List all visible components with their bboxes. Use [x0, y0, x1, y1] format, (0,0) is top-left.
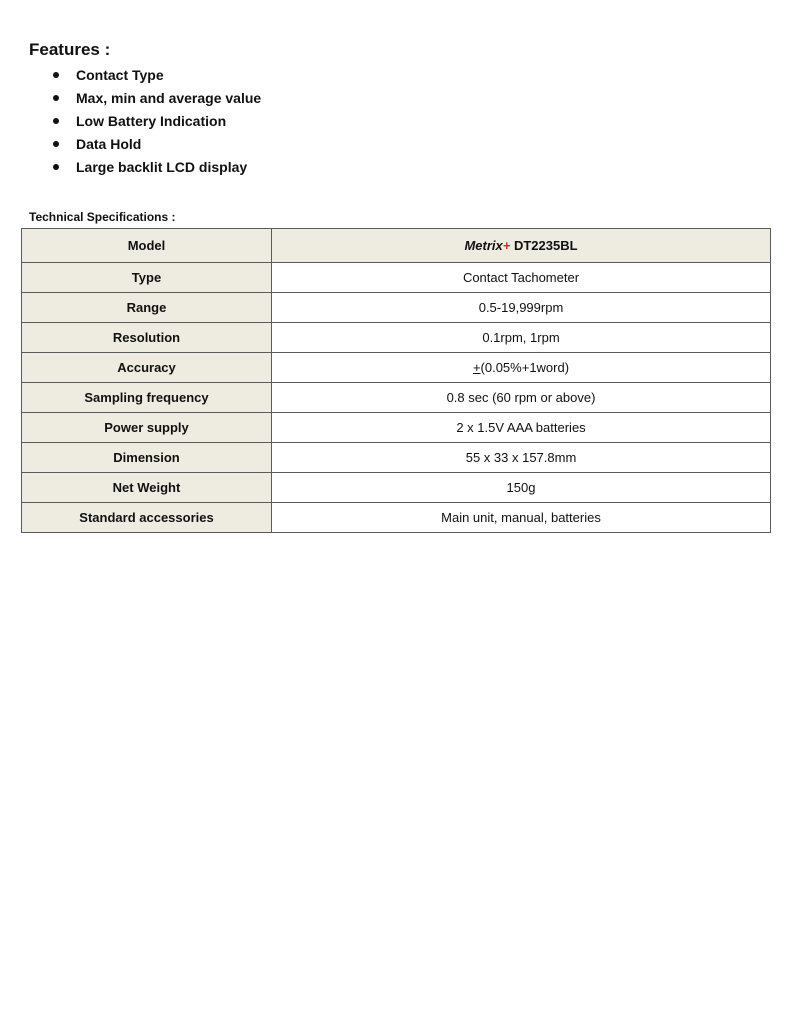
- spec-label: Dimension: [22, 443, 272, 473]
- feature-text: Max, min and average value: [76, 90, 262, 106]
- brand-plus: +: [502, 238, 511, 253]
- spec-value: 0.8 sec (60 rpm or above): [272, 383, 771, 413]
- spec-value: Contact Tachometer: [272, 263, 771, 293]
- spec-row: [22, 263, 771, 293]
- feature-item: [29, 156, 261, 179]
- spec-label: Net Weight: [22, 473, 272, 503]
- spec-value: 0.5-19,999rpm: [272, 293, 771, 323]
- features-heading: Features :: [29, 40, 111, 59]
- spec-table: [21, 228, 771, 533]
- spec-row: [22, 293, 771, 323]
- spec-label: Accuracy: [22, 353, 272, 383]
- spec-row: [22, 503, 771, 533]
- feature-text: Low Battery Indication: [76, 113, 227, 129]
- plus-minus-symbol: +: [472, 360, 481, 375]
- spec-row: [22, 413, 771, 443]
- spec-label: Type: [22, 263, 272, 293]
- spec-label: Resolution: [22, 323, 272, 353]
- feature-item: [29, 110, 261, 133]
- model-label: Model: [22, 229, 272, 263]
- spec-value: [272, 353, 771, 383]
- feature-text: Data Hold: [76, 136, 142, 152]
- spec-label: Range: [22, 293, 272, 323]
- accuracy-text: (0.05%+1word): [480, 360, 570, 375]
- brand-name: Metrix: [464, 238, 503, 253]
- spec-label: Sampling frequency: [22, 383, 272, 413]
- tech-specs-heading: Technical Specifications :: [29, 210, 176, 224]
- bullet-icon: [53, 141, 59, 147]
- spec-label: Power supply: [22, 413, 272, 443]
- spec-row: [22, 353, 771, 383]
- spec-label: Standard accessories: [22, 503, 272, 533]
- features-list: [29, 64, 261, 179]
- feature-item: [29, 133, 261, 156]
- spec-value: 0.1rpm, 1rpm: [272, 323, 771, 353]
- spec-row: [22, 473, 771, 503]
- bullet-icon: [53, 164, 59, 170]
- bullet-icon: [53, 95, 59, 101]
- feature-text: Contact Type: [76, 67, 164, 83]
- feature-item: [29, 87, 261, 110]
- bullet-icon: [53, 118, 59, 124]
- bullet-icon: [53, 72, 59, 78]
- feature-text: Large backlit LCD display: [76, 159, 248, 175]
- spec-value: Main unit, manual, batteries: [272, 503, 771, 533]
- model-value: [272, 229, 771, 263]
- feature-item: [29, 64, 261, 87]
- model-number: DT2235BL: [513, 238, 578, 253]
- spec-value: 55 x 33 x 157.8mm: [272, 443, 771, 473]
- spec-row: [22, 323, 771, 353]
- spec-value: 150g: [272, 473, 771, 503]
- spec-row: [22, 383, 771, 413]
- spec-row: [22, 443, 771, 473]
- spec-header-row: [22, 229, 771, 263]
- spec-value: 2 x 1.5V AAA batteries: [272, 413, 771, 443]
